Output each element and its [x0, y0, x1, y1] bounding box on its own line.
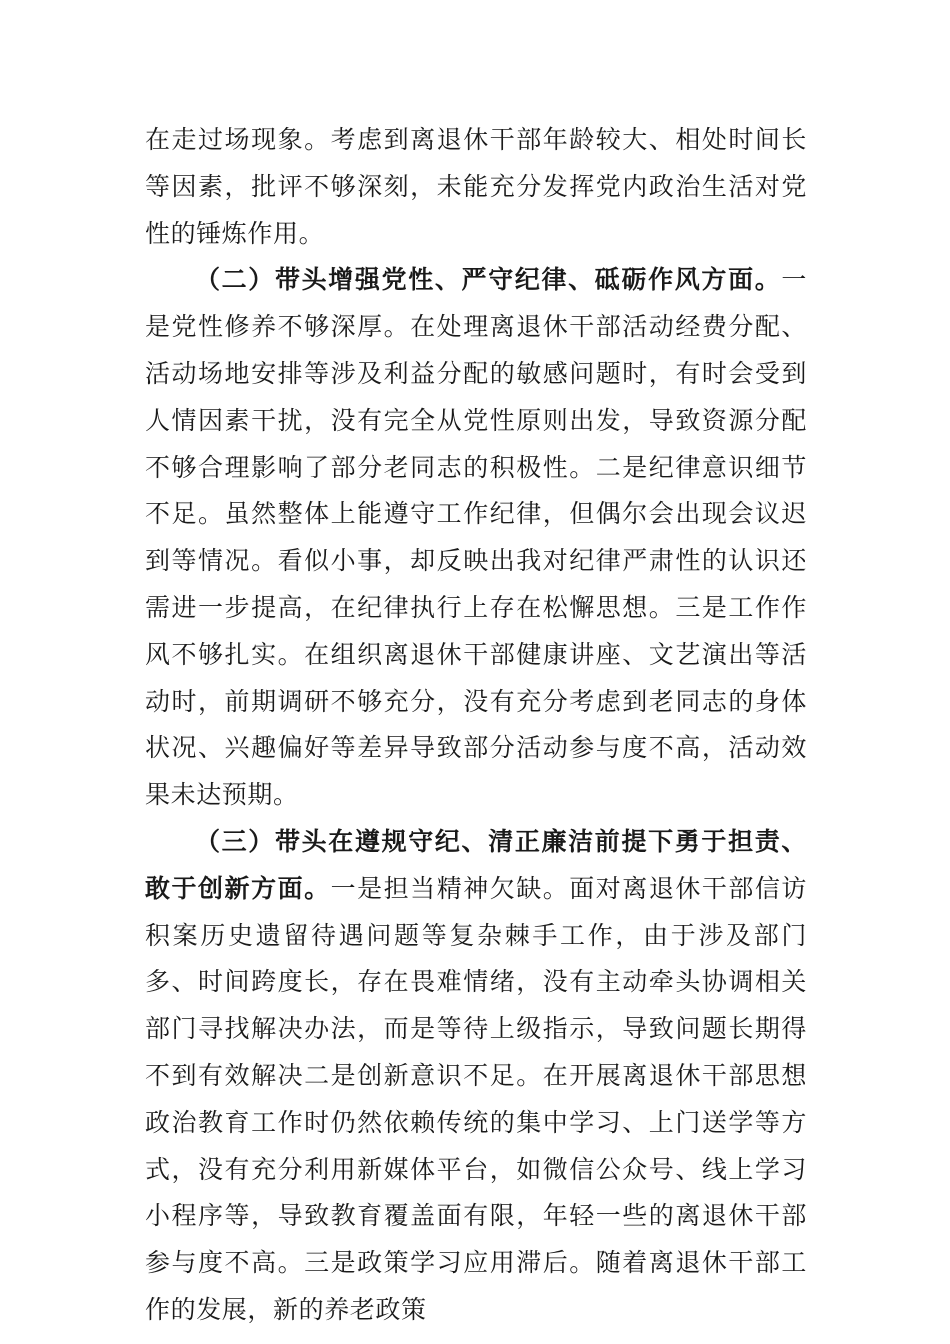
paragraph-section-2 [145, 257, 807, 819]
paragraph-section-3 [145, 819, 807, 1334]
document-body [145, 117, 807, 1334]
paragraph-body: 一是党性修养不够深厚。在处理离退休干部活动经费分配、活动场地安排等涉及利益分配的敏感问题时，有时会受到人情因素干扰，没有完全从党性原则出发，导致资源分配不够合理影响了部分老同志的积极性。二是纪律意识细节不足。虽然整体上能遵守工作纪律，但偶尔会出现会议迟到等情况。看似小事，却反映出我对纪律严肃性的认识还需进一步提高，在纪律执行上存在松懈思想。三是工作作风不够扎实。在组织离退休干部健康讲座、文艺演出等活动时，前期调研不够充分，没有充分考虑到老同志的身体状况、兴趣偏好等差异导致部分活动参与度不高，活动效果未达预期。 [145, 265, 807, 810]
paragraph-continuation [145, 117, 807, 257]
section-heading: （三）带头在遵规守纪、清正廉洁前提下勇于担责、敢于创新方面。 [145, 826, 807, 903]
section-heading: （二）带头增强党性、严守纪律、砥砺作风方面。 [195, 265, 782, 295]
paragraph-body: 一是担当精神欠缺。面对离退休干部信访积案历史遗留待遇问题等复杂棘手工作，由于涉及部门多、时间跨度长，存在畏难情绪，没有主动牵头协调相关部门寻找解决办法，而是等待上级指示，导致问题长期得不到有效解决二是创新意识不足。在开展离退休干部思想政治教育工作时仍然依赖传统的集中学习、上门送学等方式，没有充分利用新媒体平台，如微信公众号、线上学习小程序等，导致教育覆盖面有限，年轻一些的离退休干部参与度不高。三是政策学习应用滞后。随着离退休干部工作的发展，新的养老政策 [145, 873, 807, 1324]
paragraph-body: 在走过场现象。考虑到离退休干部年龄较大、相处时间长等因素，批评不够深刻，未能充分发挥党内政治生活对党性的锤炼作用。 [145, 125, 807, 248]
